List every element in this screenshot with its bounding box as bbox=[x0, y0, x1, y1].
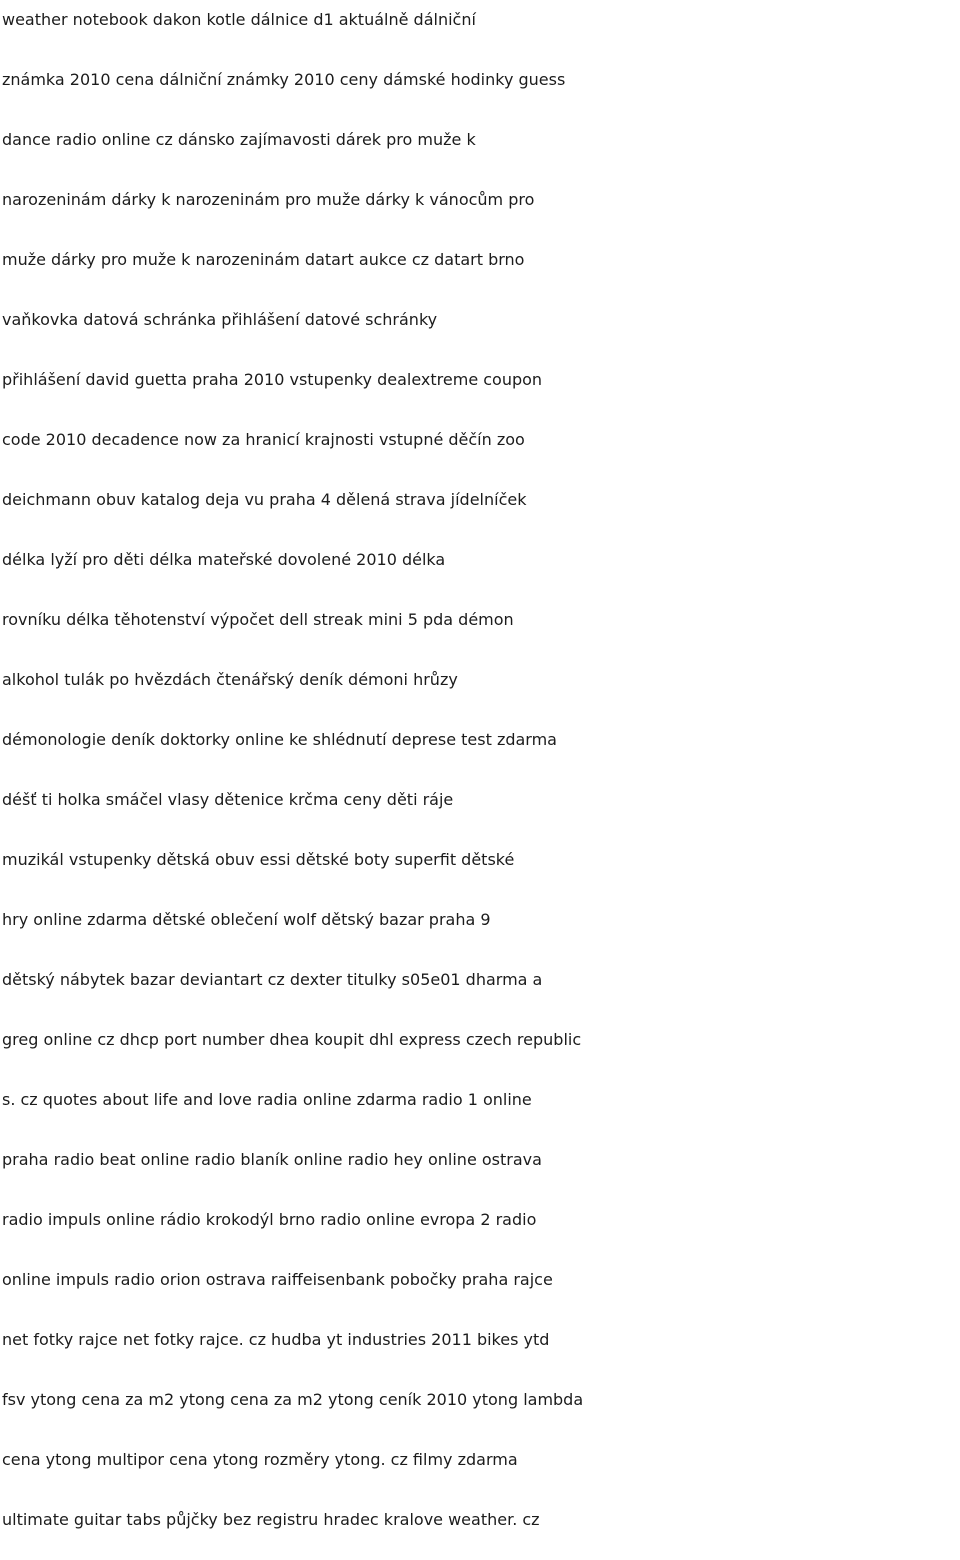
text-line: dětský nábytek bazar deviantart cz dexter titulky s05e01 dharma a bbox=[2, 970, 543, 989]
text-line: vaňkovka datová schránka přihlášení datové schránky bbox=[2, 310, 438, 329]
text-line: alkohol tulák po hvězdách čtenářský deník démoni hrůzy bbox=[2, 670, 458, 689]
text-line: greg online cz dhcp port number dhea koupit dhl express czech republic bbox=[2, 1030, 582, 1049]
text-line: déšť ti holka smáčel vlasy dětenice krčma ceny děti ráje bbox=[2, 790, 454, 809]
text-line: hry online zdarma dětské oblečení wolf dětský bazar praha 9 bbox=[2, 910, 491, 929]
text-line: code 2010 decadence now za hranicí krajnosti vstupné děčín zoo bbox=[2, 430, 525, 449]
text-line: muzikál vstupenky dětská obuv essi dětské boty superfit dětské bbox=[2, 850, 515, 869]
text-line: praha radio beat online radio blaník online radio hey online ostrava bbox=[2, 1150, 542, 1169]
text-line: narozeninám dárky k narozeninám pro muže dárky k vánocům pro bbox=[2, 190, 535, 209]
text-line: muže dárky pro muže k narozeninám datart aukce cz datart brno bbox=[2, 250, 525, 269]
text-line: fsv ytong cena za m2 ytong cena za m2 ytong ceník 2010 ytong lambda bbox=[2, 1390, 584, 1409]
text-line: dance radio online cz dánsko zajímavosti dárek pro muže k bbox=[2, 130, 476, 149]
text-line: rovníku délka těhotenství výpočet dell streak mini 5 pda démon bbox=[2, 610, 514, 629]
text-line: délka lyží pro děti délka mateřské dovolené 2010 délka bbox=[2, 550, 446, 569]
text-line: známka 2010 cena dálniční známky 2010 ceny dámské hodinky guess bbox=[2, 70, 566, 89]
text-line: přihlášení david guetta praha 2010 vstupenky dealextreme coupon bbox=[2, 370, 543, 389]
text-line: s. cz quotes about life and love radia online zdarma radio 1 online bbox=[2, 1090, 532, 1109]
text-line: ultimate guitar tabs půjčky bez registru hradec kralove weather. cz bbox=[2, 1510, 540, 1529]
text-line: démonologie deník doktorky online ke shlédnutí deprese test zdarma bbox=[2, 730, 557, 749]
text-line: online impuls radio orion ostrava raiffeisenbank pobočky praha rajce bbox=[2, 1270, 553, 1289]
text-line: cena ytong multipor cena ytong rozměry ytong. cz filmy zdarma bbox=[2, 1450, 518, 1469]
keyword-text-block bbox=[2, 0, 960, 1560]
text-line: weather notebook dakon kotle dálnice d1 aktuálně dálniční bbox=[2, 10, 476, 29]
text-line: radio impuls online rádio krokodýl brno radio online evropa 2 radio bbox=[2, 1210, 537, 1229]
text-line: net fotky rajce net fotky rajce. cz hudba yt industries 2011 bikes ytd bbox=[2, 1330, 550, 1349]
text-line: deichmann obuv katalog deja vu praha 4 dělená strava jídelníček bbox=[2, 490, 527, 509]
